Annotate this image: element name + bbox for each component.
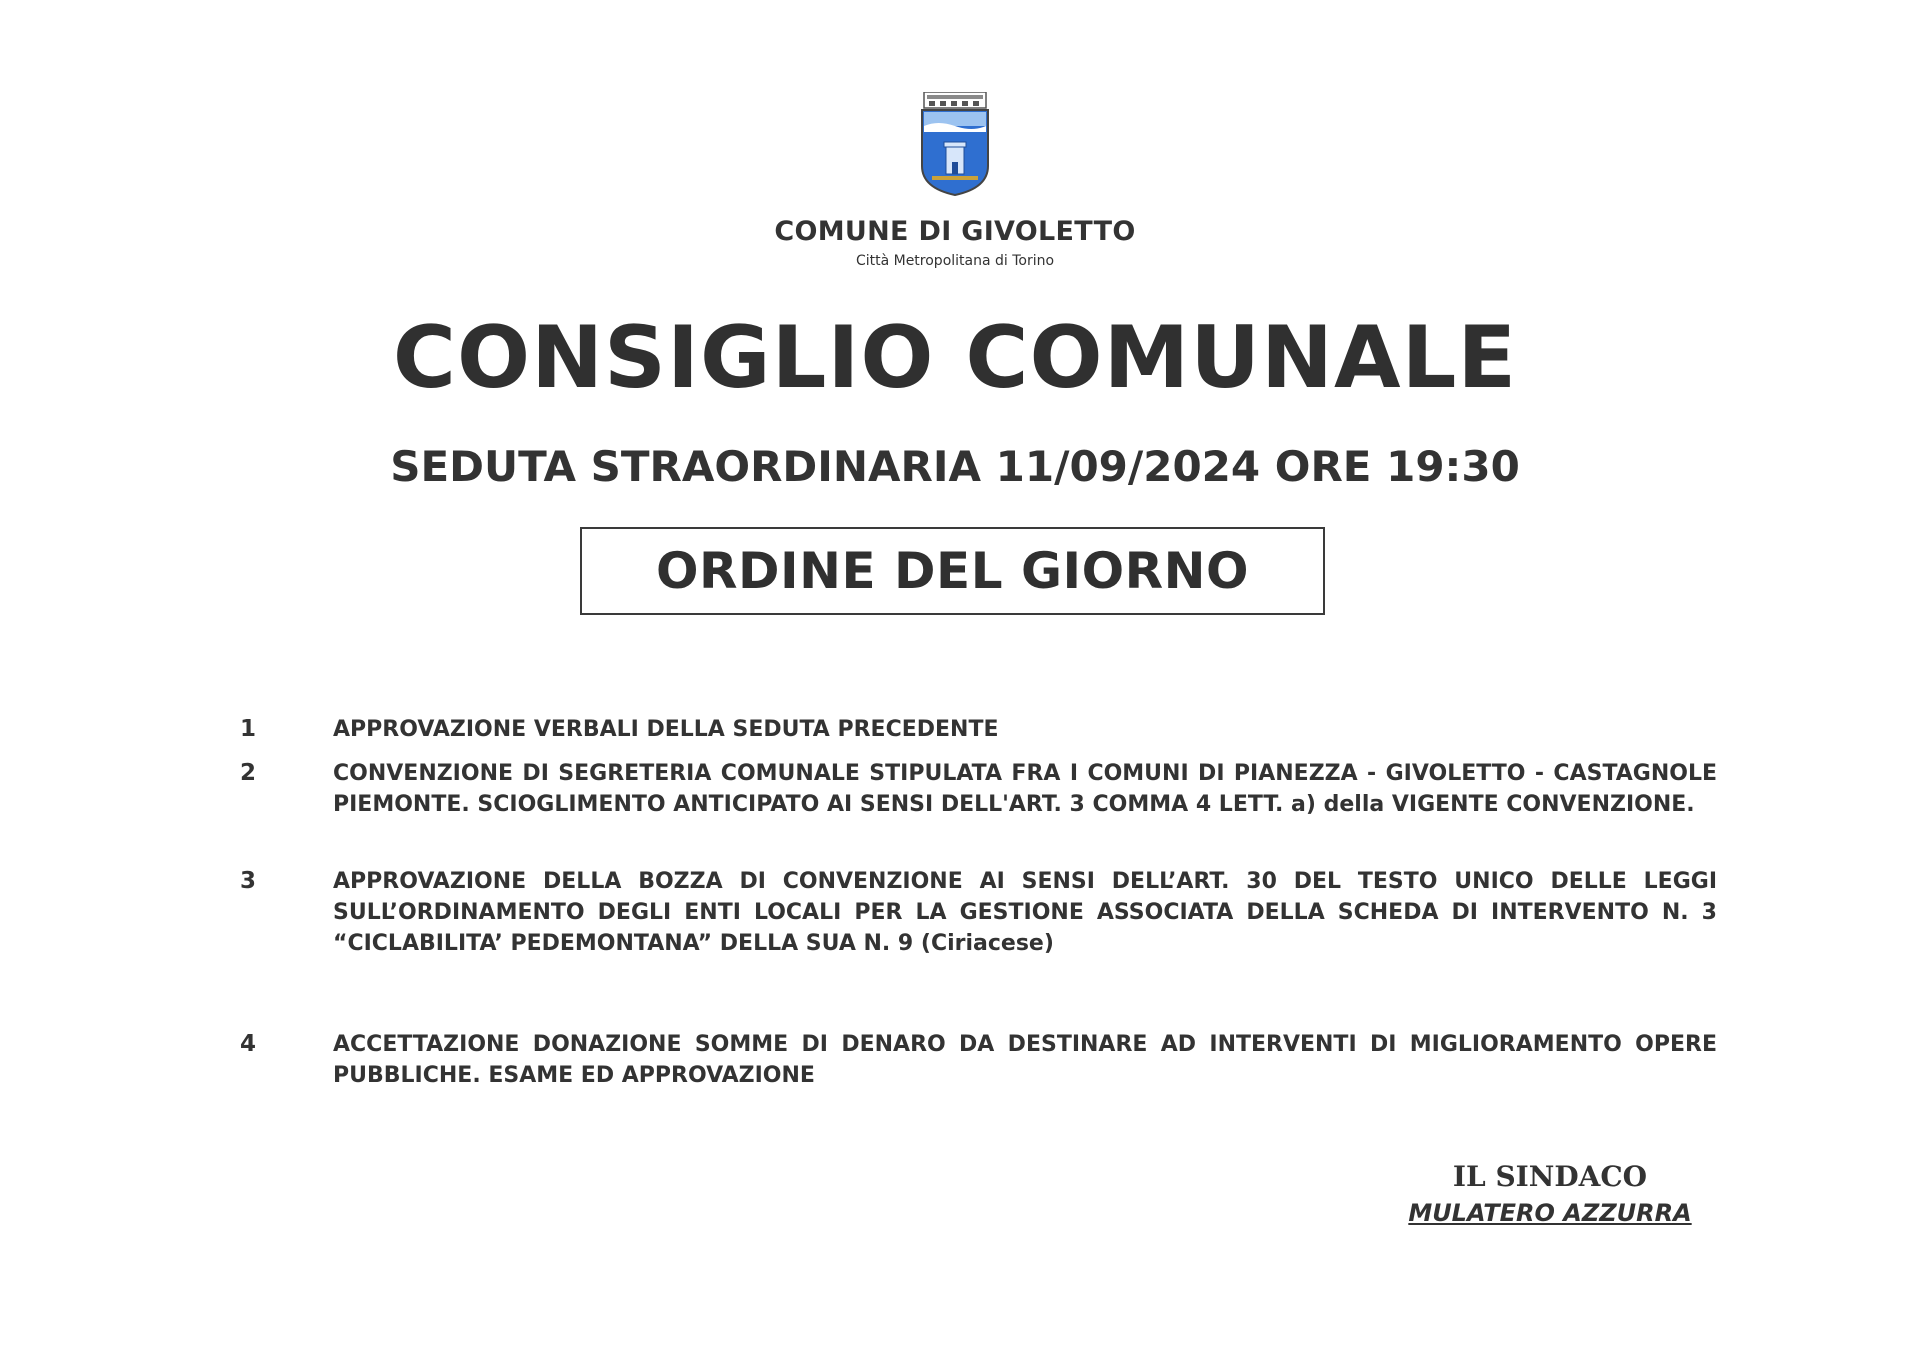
signature-name: MULATERO AZZURRA — [1408, 1199, 1692, 1227]
coat-of-arms-icon — [918, 92, 992, 196]
signature-block — [1380, 1160, 1720, 1227]
signature-role: IL SINDACO — [1452, 1160, 1648, 1193]
agenda-heading: ORDINE DEL GIORNO — [656, 542, 1249, 600]
agenda-item-text: CONVENZIONE DI SEGRETERIA COMUNALE STIPULATA FRA I COMUNI DI PIANEZZA - GIVOLETTO - CASTAGNOLE PIEMONTE. SCIOGLIMENTO ANTICIPATO AI SENSI DELL'ART. 3 COMMA 4 LETT. a) della VIGENTE CONVENZIONE. — [333, 761, 1717, 817]
municipality-subtitle: Città Metropolitana di Torino — [855, 253, 1055, 269]
session-info: SEDUTA STRAORDINARIA 11/09/2024 ORE 19:30 — [390, 442, 1520, 491]
page-title: CONSIGLIO COMUNALE — [392, 308, 1518, 408]
agenda-item-number: 1 — [240, 716, 257, 742]
agenda-item-text: APPROVAZIONE DELLA BOZZA DI CONVENZIONE AI SENSI DELL’ART. 30 DEL TESTO UNICO DELLE LEGGI SULL’ORDINAMENTO DEGLI ENTI LOCALI PER LA GESTIONE ASSOCIATA DELLA SCHEDA DI INTERVENTO N. 3 “CICLABILITA’ PEDEMONTANA” DELLA SUA N. 9 (Ciriacese) — [333, 869, 1717, 956]
agenda-item-text: APPROVAZIONE VERBALI DELLA SEDUTA PRECEDENTE — [333, 717, 999, 742]
municipality-name: COMUNE DI GIVOLETTO — [774, 216, 1136, 247]
agenda-item-number: 3 — [240, 868, 257, 894]
agenda-item-number: 2 — [240, 760, 257, 786]
agenda-item-number: 4 — [240, 1031, 257, 1057]
agenda-item-text: ACCETTAZIONE DONAZIONE SOMME DI DENARO DA DESTINARE AD INTERVENTI DI MIGLIORAMENTO OPERE PUBBLICHE. ESAME ED APPROVAZIONE — [333, 1032, 1717, 1088]
agenda-heading-box — [580, 527, 1325, 615]
